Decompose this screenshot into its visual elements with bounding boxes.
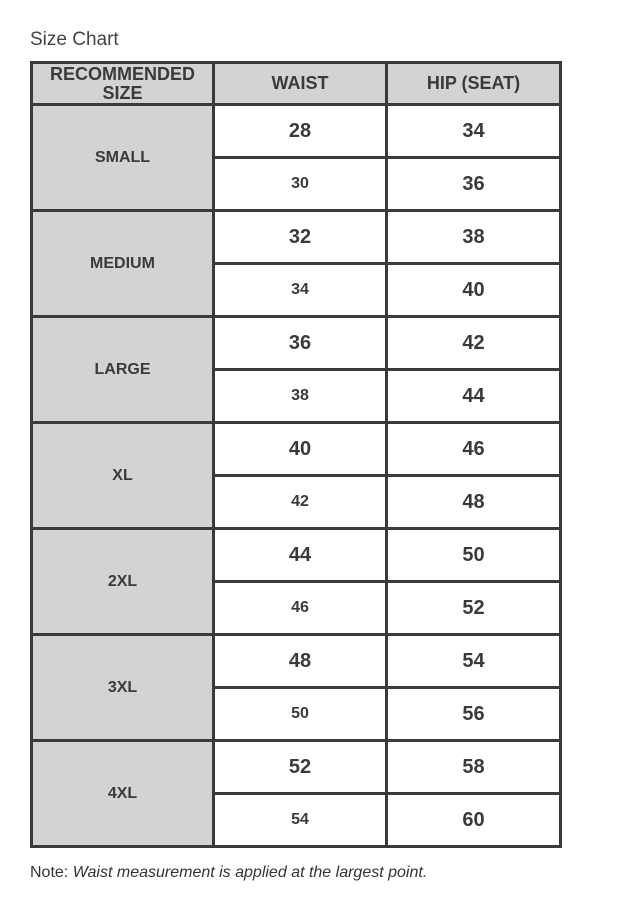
table-row bbox=[32, 529, 561, 582]
hip-cell: 42 bbox=[387, 317, 561, 370]
hip-cell: 56 bbox=[387, 688, 561, 741]
size-label-cell: MEDIUM bbox=[32, 211, 214, 317]
hip-cell: 58 bbox=[387, 741, 561, 794]
footnote-label: Note: bbox=[30, 864, 69, 881]
waist-cell: 50 bbox=[214, 688, 387, 741]
footnote bbox=[30, 864, 427, 882]
size-chart-table bbox=[30, 61, 562, 848]
table-row bbox=[32, 635, 561, 688]
size-label-cell: LARGE bbox=[32, 317, 214, 423]
waist-cell: 44 bbox=[214, 529, 387, 582]
waist-cell: 32 bbox=[214, 211, 387, 264]
column-header-recommended-size: RECOMMENDED SIZE bbox=[32, 63, 214, 105]
waist-cell: 46 bbox=[214, 582, 387, 635]
hip-cell: 50 bbox=[387, 529, 561, 582]
waist-cell: 52 bbox=[214, 741, 387, 794]
table-row bbox=[32, 105, 561, 158]
table-row bbox=[32, 423, 561, 476]
hip-cell: 34 bbox=[387, 105, 561, 158]
hip-cell: 54 bbox=[387, 635, 561, 688]
hip-cell: 60 bbox=[387, 794, 561, 847]
hip-cell: 52 bbox=[387, 582, 561, 635]
hip-cell: 40 bbox=[387, 264, 561, 317]
footnote-text: Waist measurement is applied at the largest point. bbox=[72, 864, 428, 881]
size-label-cell: 3XL bbox=[32, 635, 214, 741]
waist-cell: 40 bbox=[214, 423, 387, 476]
waist-cell: 48 bbox=[214, 635, 387, 688]
waist-cell: 38 bbox=[214, 370, 387, 423]
waist-cell: 28 bbox=[214, 105, 387, 158]
size-label-cell: SMALL bbox=[32, 105, 214, 211]
column-header-hip: HIP (SEAT) bbox=[387, 63, 561, 105]
waist-cell: 54 bbox=[214, 794, 387, 847]
waist-cell: 30 bbox=[214, 158, 387, 211]
page-title: Size Chart bbox=[30, 29, 119, 50]
size-label-cell: 2XL bbox=[32, 529, 214, 635]
hip-cell: 36 bbox=[387, 158, 561, 211]
table-row bbox=[32, 317, 561, 370]
table-row bbox=[32, 211, 561, 264]
waist-cell: 36 bbox=[214, 317, 387, 370]
hip-cell: 48 bbox=[387, 476, 561, 529]
size-label-cell: XL bbox=[32, 423, 214, 529]
table-row bbox=[32, 741, 561, 794]
column-header-waist: WAIST bbox=[214, 63, 387, 105]
waist-cell: 34 bbox=[214, 264, 387, 317]
size-label-cell: 4XL bbox=[32, 741, 214, 847]
table-header-row bbox=[32, 63, 561, 105]
waist-cell: 42 bbox=[214, 476, 387, 529]
hip-cell: 46 bbox=[387, 423, 561, 476]
hip-cell: 44 bbox=[387, 370, 561, 423]
hip-cell: 38 bbox=[387, 211, 561, 264]
